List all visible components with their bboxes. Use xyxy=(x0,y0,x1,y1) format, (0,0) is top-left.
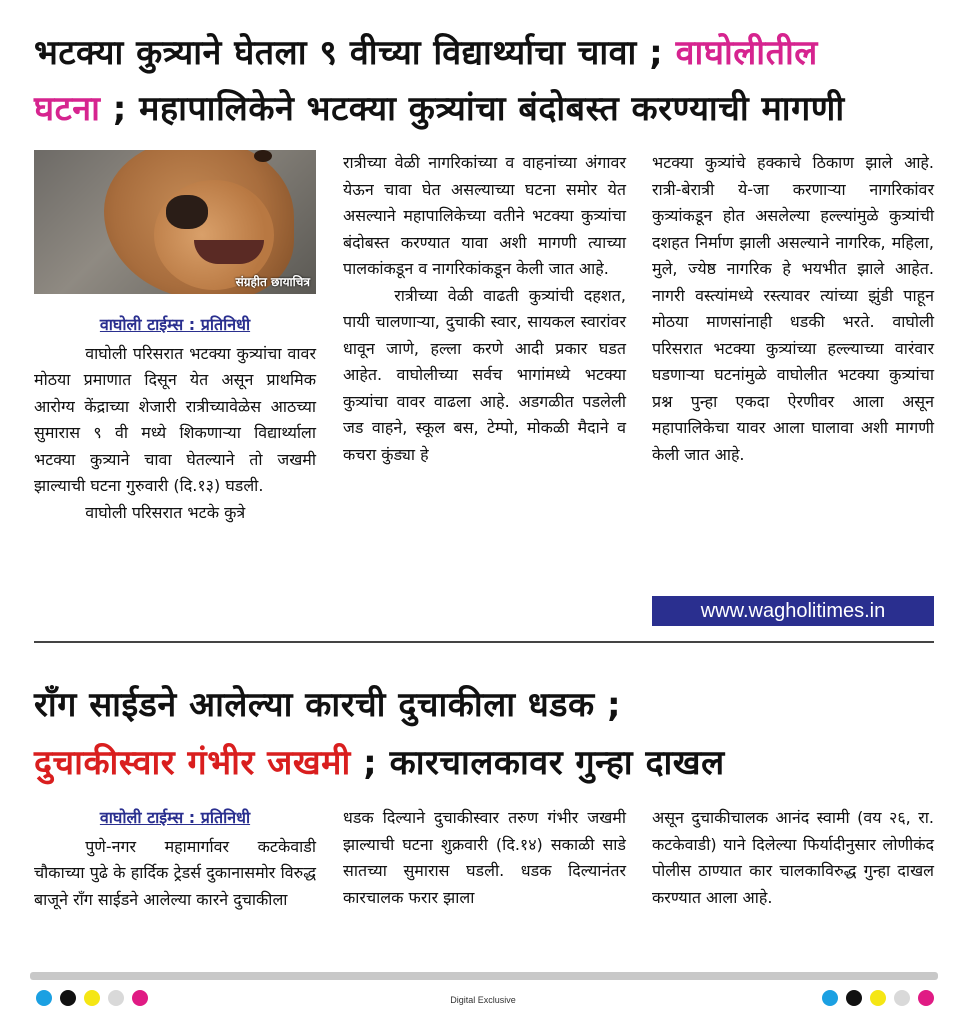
article2-col2-para: धडक दिल्याने दुचाकीस्वार तरुण गंभीर जखमी झाल्याची घटना शुक्रवारी (दि.१४) सकाळी साडे सातच्या सुमारास घडली. धडक दिल्यानंतर कारचालक फरार झाला xyxy=(343,808,626,907)
article1-col1-para2: वाघोली परिसरात भटके कुत्रे xyxy=(85,502,246,522)
article1-col2-para1: रात्रीच्या वेळी नागरिकांच्या व वाहनांच्या अंगावर येऊन चावा घेत असल्याच्या घटना समोर येत असल्याने महापालिकेच्या वतीने भटक्या कुत्र्यांचा बंदोबस्त करण्यात यावा अशी मागणी त्याच्या पालकांकडून व नागरिकांकडून केली जात आहे. xyxy=(343,153,626,278)
article1-col2-para2: रात्रीच्या वेळी वाढती कुत्र्यांची दहशत, पायी चालणाऱ्या, दुचाकी स्वार, सायकल स्वारांवर धावून जाणे, हल्ला करणे आदी प्रकार घडत आहेत. वाघोलीच्या सर्वच भागांमध्ये भटक्या कुत्र्यांचा वावर वाढला आहे. अडगळीत पडलेली जड वाहने, स्कूल बस, टेम्पो, मोकळी मैदाने व कचरा कुंड्या हे xyxy=(343,285,626,464)
article1-headline-line2 xyxy=(34,84,845,130)
article1-headline-line1 xyxy=(34,28,818,74)
article1-headline-black-2: ; महापालिकेने भटक्या कुत्र्यांचा बंदोबस्त करण्याची मागणी xyxy=(112,89,845,129)
article2-column-2 xyxy=(343,805,626,911)
dog-photo xyxy=(34,150,316,294)
article2-headline-red: दुचाकीस्वार गंभीर जखमी xyxy=(34,743,351,783)
article1-col1-para1: वाघोली परिसरात भटक्या कुत्र्यांचा वावर मोठया प्रमाणात दिसून येत असून प्राथमिक आरोग्य केंद्राच्या शेजारी रात्रीच्यावेळेस आठच्या सुमारास ९ वी मध्ये शिकणाऱ्या विद्यार्थ्याला भटक्या कुत्र्याने चावा घेतल्याने तो जखमी झाल्याची घटना गुरुवारी (दि.१३) घडली. xyxy=(34,343,316,495)
article1-column-2 xyxy=(343,150,626,468)
website-banner[interactable]: www.wagholitimes.in xyxy=(652,596,934,626)
article1-column-3 xyxy=(652,150,934,468)
footer-label: Digital Exclusive xyxy=(450,995,516,1005)
article2-headline-black: ; कारचालकावर गुन्हा दाखल xyxy=(363,743,725,783)
article1-headline-pink-2: घटना xyxy=(34,89,101,129)
article2-headline-line2 xyxy=(34,738,725,784)
article-divider xyxy=(34,641,934,643)
article2-headline-line1: रॉंग साईडने आलेल्या कारची दुचाकीला धडक ; xyxy=(34,685,622,725)
article1-headline-black: भटक्या कुत्र्याने घेतला ९ वीच्या विद्यार्थ्याचा चावा ; xyxy=(34,33,664,73)
article1-col3-para1: भटक्या कुत्र्यांचे हक्काचे ठिकाण झाले आहे. रात्री-बेरात्री ये-जा करणाऱ्या नागरिकांवर कुत्र्यांकडून होत असलेल्या हल्ल्यांमुळे कुत्र्यांची दशहत निर्माण झाली असल्याने नागरिक, महिला, मुले, ज्येष्ठ नागरिक हे भयभीत झाले आहेत. नागरी वस्त्यांमध्ये रस्त्यावर त्यांच्या झुंडी पाहून मोठया माणसांनाही धडकी भरते. वाघोली परिसरात भटक्या कुत्र्यांच्या हल्ल्याच्या वारंवार घडणाऱ्या घटनांमुळे वाघोलीत भटक्या कुत्र्यांचा प्रश्न पुन्हा एकदा ऐरणीवर आला असून महापालिकेचा यावर आला घालावा अशी मागणी केली जात आहे. xyxy=(652,153,934,464)
article1-byline: वाघोली टाईम्स : प्रतिनिधी xyxy=(99,315,251,334)
article1-column-1 xyxy=(34,312,316,526)
article2-byline: वाघोली टाईम्स : प्रतिनिधी xyxy=(99,808,251,827)
photo-caption: संग्रहीत छायाचित्र xyxy=(235,275,310,289)
bottom-bar xyxy=(30,972,938,980)
article2-col1-para: पुणे-नगर महामार्गावर कटकेवाडी चौकाच्या पुढे के हार्दिक ट्रेडर्स दुकानासमोर विरुद्ध बाजूने रॉंग साईडने आलेल्या कारने दुचाकीला xyxy=(34,836,316,909)
article2-column-1 xyxy=(34,805,316,913)
article2-col3-para: असून दुचाकीचालक आनंद स्वामी (वय २६, रा. कटकेवाडी) याने दिलेल्या फिर्यादीनुसार लोणीकंद पोलीस ठाण्यात कार चालकाविरुद्ध गुन्हा दाखल करण्यात आला आहे. xyxy=(652,808,934,907)
article2-column-3 xyxy=(652,805,934,911)
article1-headline-pink: वाघोलीतील xyxy=(675,33,818,73)
